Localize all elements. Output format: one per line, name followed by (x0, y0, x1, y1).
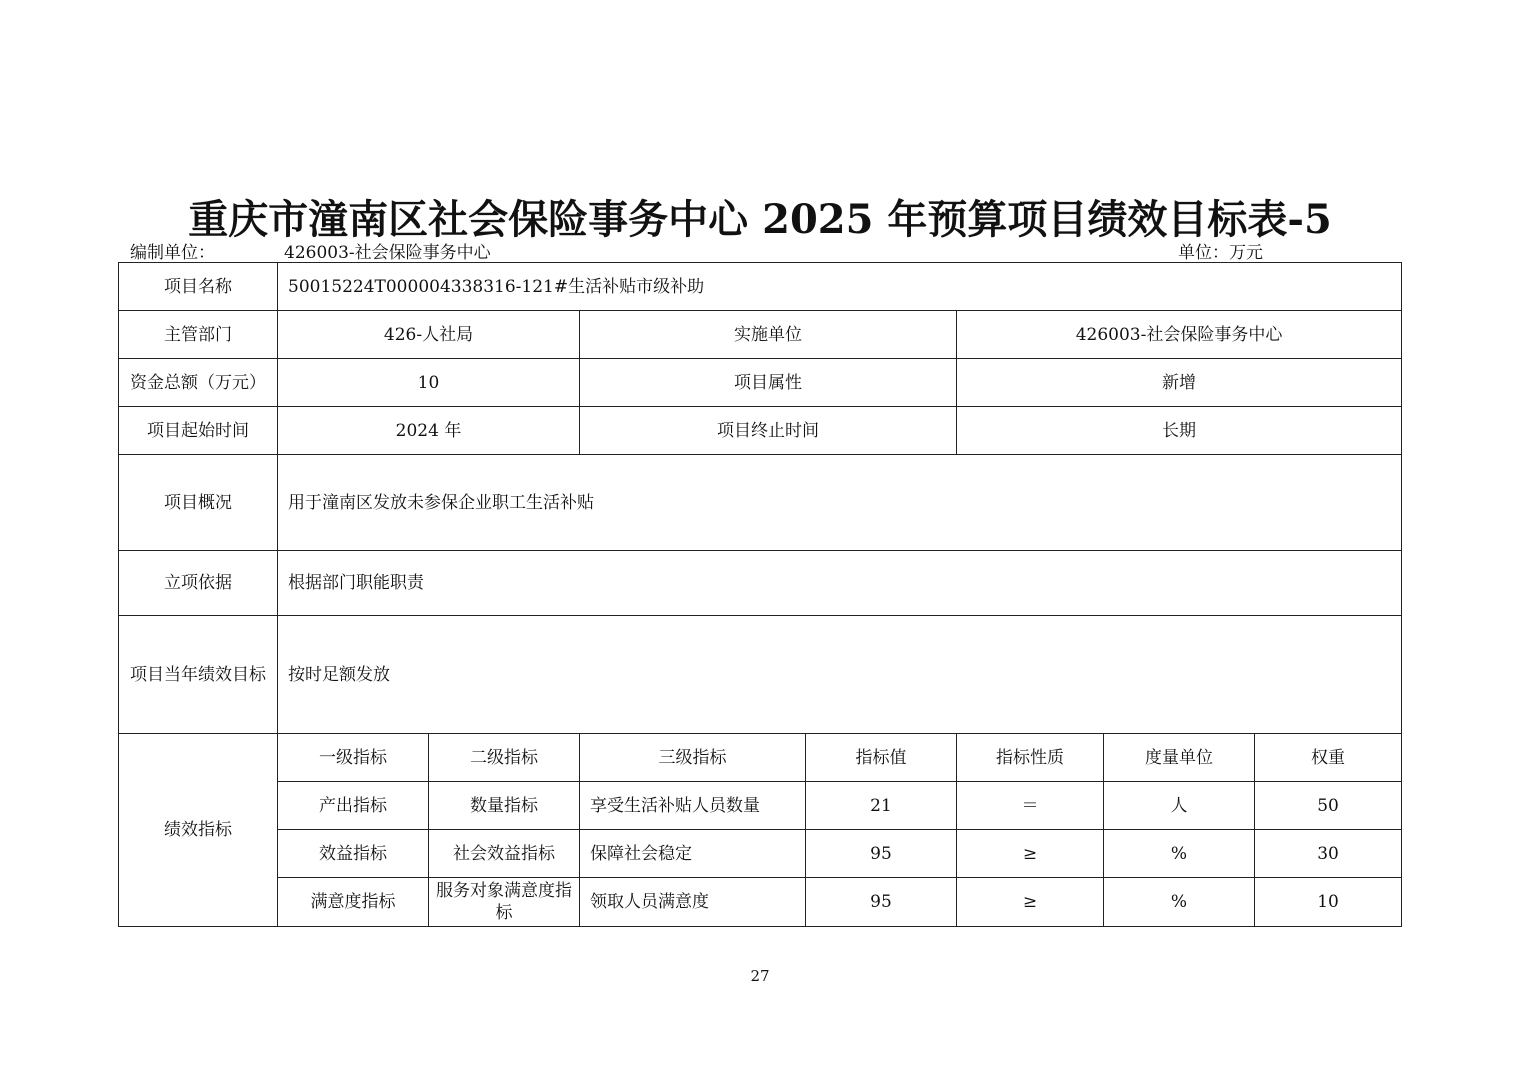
indicator-level1: 效益指标 (278, 830, 429, 878)
indicator-level3: 享受生活补贴人员数量 (580, 782, 806, 830)
indicator-nature: ≥ (957, 878, 1104, 927)
indicator-nature: ≥ (957, 830, 1104, 878)
start-label: 项目起始时间 (119, 407, 278, 455)
fund-value: 10 (278, 359, 580, 407)
header-value: 指标值 (806, 734, 957, 782)
indicator-level2: 服务对象满意度指标 (429, 878, 580, 927)
indicator-unit: % (1104, 830, 1255, 878)
impl-label: 实施单位 (580, 311, 957, 359)
goal-label: 项目当年绩效目标 (119, 616, 278, 734)
indicator-weight: 10 (1255, 878, 1402, 927)
attr-value: 新增 (957, 359, 1402, 407)
table-row (119, 616, 1402, 734)
overview-value: 用于潼南区发放未参保企业职工生活补贴 (278, 455, 1402, 551)
indicator-value: 21 (806, 782, 957, 830)
indicator-level2: 社会效益指标 (429, 830, 580, 878)
header-weight: 权重 (1255, 734, 1402, 782)
unit-label: 编制单位： (130, 243, 215, 263)
indicator-level1: 满意度指标 (278, 878, 429, 927)
overview-label: 项目概况 (119, 455, 278, 551)
header-nature: 指标性质 (957, 734, 1104, 782)
indicator-row (119, 830, 1402, 878)
attr-label: 项目属性 (580, 359, 957, 407)
indicator-level3: 领取人员满意度 (580, 878, 806, 927)
performance-table (118, 262, 1402, 927)
end-label: 项目终止时间 (580, 407, 957, 455)
dept-value: 426-人社局 (278, 311, 580, 359)
indicator-unit: % (1104, 878, 1255, 927)
header-unit: 度量单位 (1104, 734, 1255, 782)
indicator-level3: 保障社会稳定 (580, 830, 806, 878)
project-name-value: 50015224T000004338316-121#生活补贴市级补助 (278, 263, 1402, 311)
indicator-row (119, 782, 1402, 830)
table-row (119, 263, 1402, 311)
indicators-section-label: 绩效指标 (119, 734, 278, 927)
table-row (119, 551, 1402, 616)
basis-value: 根据部门职能职责 (278, 551, 1402, 616)
basis-label: 立项依据 (119, 551, 278, 616)
indicator-weight: 30 (1255, 830, 1402, 878)
unit-value: 426003-社会保险事务中心 (284, 243, 491, 263)
indicator-unit: 人 (1104, 782, 1255, 830)
header-level2: 二级指标 (429, 734, 580, 782)
page-number: 27 (750, 967, 770, 985)
start-value: 2024 年 (278, 407, 580, 455)
impl-value: 426003-社会保险事务中心 (957, 311, 1402, 359)
header-level1: 一级指标 (278, 734, 429, 782)
fund-label: 资金总额（万元） (119, 359, 278, 407)
header-level3: 三级指标 (580, 734, 806, 782)
end-value: 长期 (957, 407, 1402, 455)
indicator-level1: 产出指标 (278, 782, 429, 830)
currency-unit: 单位：万元 (1178, 243, 1263, 263)
project-name-label: 项目名称 (119, 263, 278, 311)
indicator-level2: 数量指标 (429, 782, 580, 830)
table-row (119, 359, 1402, 407)
table-row (119, 407, 1402, 455)
goal-value: 按时足额发放 (278, 616, 1402, 734)
dept-label: 主管部门 (119, 311, 278, 359)
indicator-header-row (119, 734, 1402, 782)
indicator-value: 95 (806, 830, 957, 878)
indicator-weight: 50 (1255, 782, 1402, 830)
indicator-value: 95 (806, 878, 957, 927)
table-row (119, 311, 1402, 359)
indicator-row (119, 878, 1402, 927)
indicator-nature: ＝ (957, 782, 1104, 830)
page-title: 重庆市潼南区社会保险事务中心 2025 年预算项目绩效目标表-5 (188, 196, 1332, 243)
table-row (119, 455, 1402, 551)
